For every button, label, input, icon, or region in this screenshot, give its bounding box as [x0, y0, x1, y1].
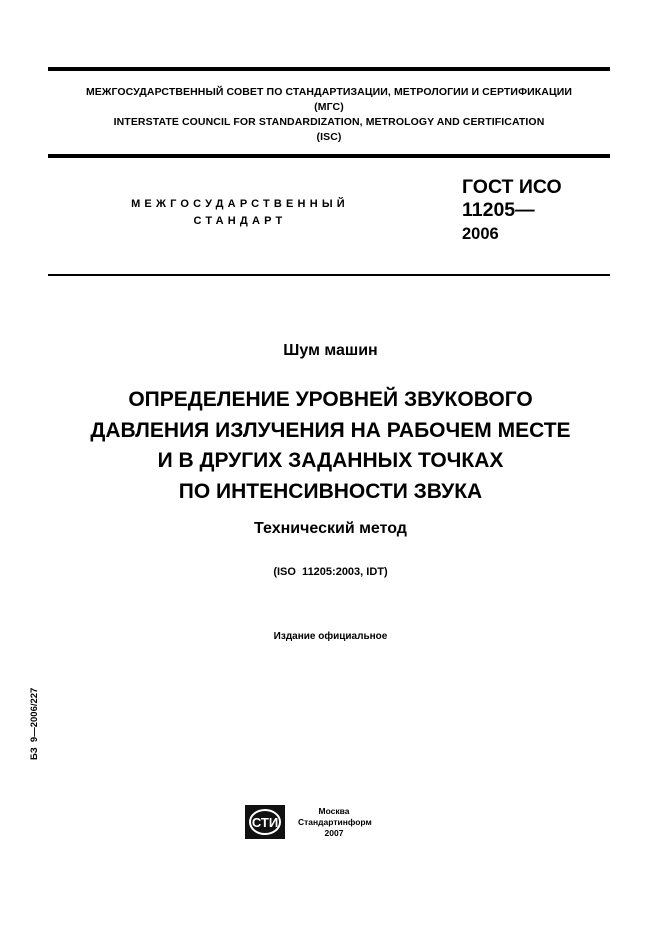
- thin-rule: [48, 274, 610, 276]
- designation-year: 2006: [462, 225, 499, 243]
- standard-designation: [462, 176, 562, 246]
- designation-prefix: ГОСТ ИСО: [462, 176, 562, 198]
- standard-type: [100, 196, 380, 230]
- title-line1: ОПРЕДЕЛЕНИЕ УРОВНЕЙ ЗВУКОВОГО: [128, 388, 533, 411]
- council-abbr-ru: (МГС): [314, 101, 344, 113]
- side-code: БЗ 9—2006/227: [29, 687, 40, 760]
- publisher-name: Стандартинформ: [298, 817, 372, 827]
- standartinform-logo-icon: [245, 805, 285, 839]
- title-line2: ДАВЛЕНИЯ ИЗЛУЧЕНИЯ НА РАБОЧЕМ МЕСТЕ: [90, 418, 571, 442]
- council-name-en: INTERSTATE COUNCIL FOR STANDARDIZATION, METROLOGY AND CERTIFICATION: [113, 116, 545, 128]
- council-name-ru: МЕЖГОСУДАРСТВЕННЫЙ СОВЕТ ПО СТАНДАРТИЗАЦИИ, МЕТРОЛОГИИ И СЕРТИФИКАЦИИ: [85, 86, 573, 98]
- edition-note: Издание официальное: [273, 631, 388, 642]
- method-subtitle: Технический метод: [254, 520, 407, 537]
- iso-reference: (ISO 11205:2003, IDT): [273, 566, 388, 578]
- standard-type-line1: МЕЖГОСУДАРСТВЕННЫЙ: [131, 198, 349, 210]
- top-rule: [48, 67, 610, 71]
- middle-rule: [48, 154, 610, 158]
- publisher-city: Москва: [318, 806, 350, 816]
- logo-text: СТИ: [251, 815, 279, 830]
- document-title: [0, 385, 661, 507]
- publisher-year: 2007: [324, 828, 344, 838]
- title-line4: ПО ИНТЕНСИВНОСТИ ЗВУКА: [178, 479, 483, 503]
- designation-number: 11205—: [462, 199, 535, 221]
- title-line3: И В ДРУГИХ ЗАДАННЫХ ТОЧКАХ: [157, 449, 504, 472]
- council-abbr-en: (ISC): [316, 131, 342, 143]
- subject-heading: Шум машин: [283, 342, 378, 359]
- standard-type-line2: СТАНДАРТ: [193, 215, 287, 227]
- publisher-block: [298, 806, 370, 839]
- council-header: [48, 85, 610, 145]
